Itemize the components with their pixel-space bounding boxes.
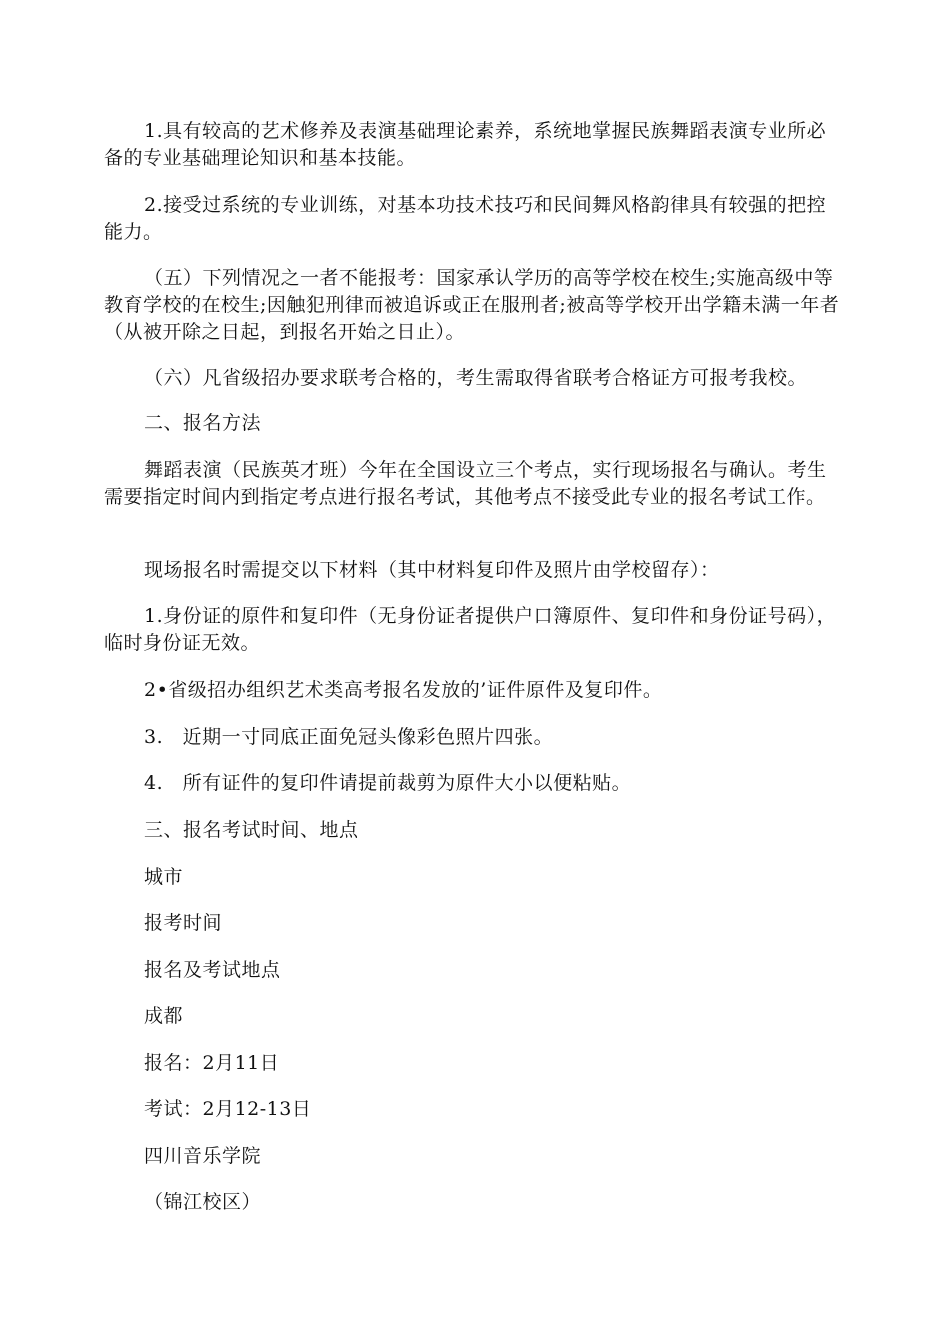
paragraph-exam-sites: 舞蹈表演（民族英才班）今年在全国设立三个考点，实行现场报名与确认。考生需要指定时间内到指定考点进行报名考试，其他考点不接受此专业的报名考试工作。 <box>104 459 827 508</box>
paragraph-material-1: 1.身份证的原件和复印件（无身份证者提供户口簿原件、复印件和身份证号码），临时身份证无效。 <box>104 605 837 654</box>
table-header-time: 报考时间 <box>144 912 223 934</box>
table-header-city: 城市 <box>144 866 184 888</box>
table-cell-venue: 四川音乐学院 <box>144 1145 262 1167</box>
paragraph-requirement-1: 1.具有较高的艺术修养及表演基础理论素养，系统地掌握民族舞蹈表演专业所必备的专业基础理论知识和基本技能。 <box>104 120 827 169</box>
table-cell-campus: （锦江校区） <box>144 1191 262 1213</box>
paragraph-exclusions: （五）下列情况之一者不能报考：国家承认学历的高等学校在校生;实施高级中等教育学校的在校生;因触犯刑律而被追诉或正在服刑者;被高等学校开出学籍未满一年者（从被开除之日起，到报名开始之日止）。 <box>104 267 840 343</box>
table-header-location: 报名及考试地点 <box>144 959 281 981</box>
section-heading-registration-method: 二、报名方法 <box>144 412 262 434</box>
paragraph-requirement-2: 2.接受过系统的专业训练，对基本功技术技巧和民间舞风格韵律具有较强的把控能力。 <box>104 194 827 243</box>
table-cell-registration-date: 报名：2月11日 <box>144 1052 280 1074</box>
section-heading-time-location: 三、报名考试时间、地点 <box>144 819 359 841</box>
paragraph-material-3: 3. 近期一寸同底正面免冠头像彩色照片四张。 <box>144 726 554 748</box>
paragraph-provincial-exam: （六）凡省级招办要求联考合格的，考生需取得省联考合格证方可报考我校。 <box>144 367 808 389</box>
table-cell-exam-date: 考试：2月12-13日 <box>144 1098 312 1120</box>
paragraph-materials-intro: 现场报名时需提交以下材料（其中材料复印件及照片由学校留存）： <box>144 559 720 581</box>
paragraph-material-4: 4. 所有证件的复印件请提前裁剪为原件大小以便粘贴。 <box>144 772 632 794</box>
table-cell-city-chengdu: 成都 <box>144 1005 184 1027</box>
paragraph-material-2: 2•省级招办组织艺术类高考报名发放的’证件原件及复印件。 <box>144 679 663 701</box>
